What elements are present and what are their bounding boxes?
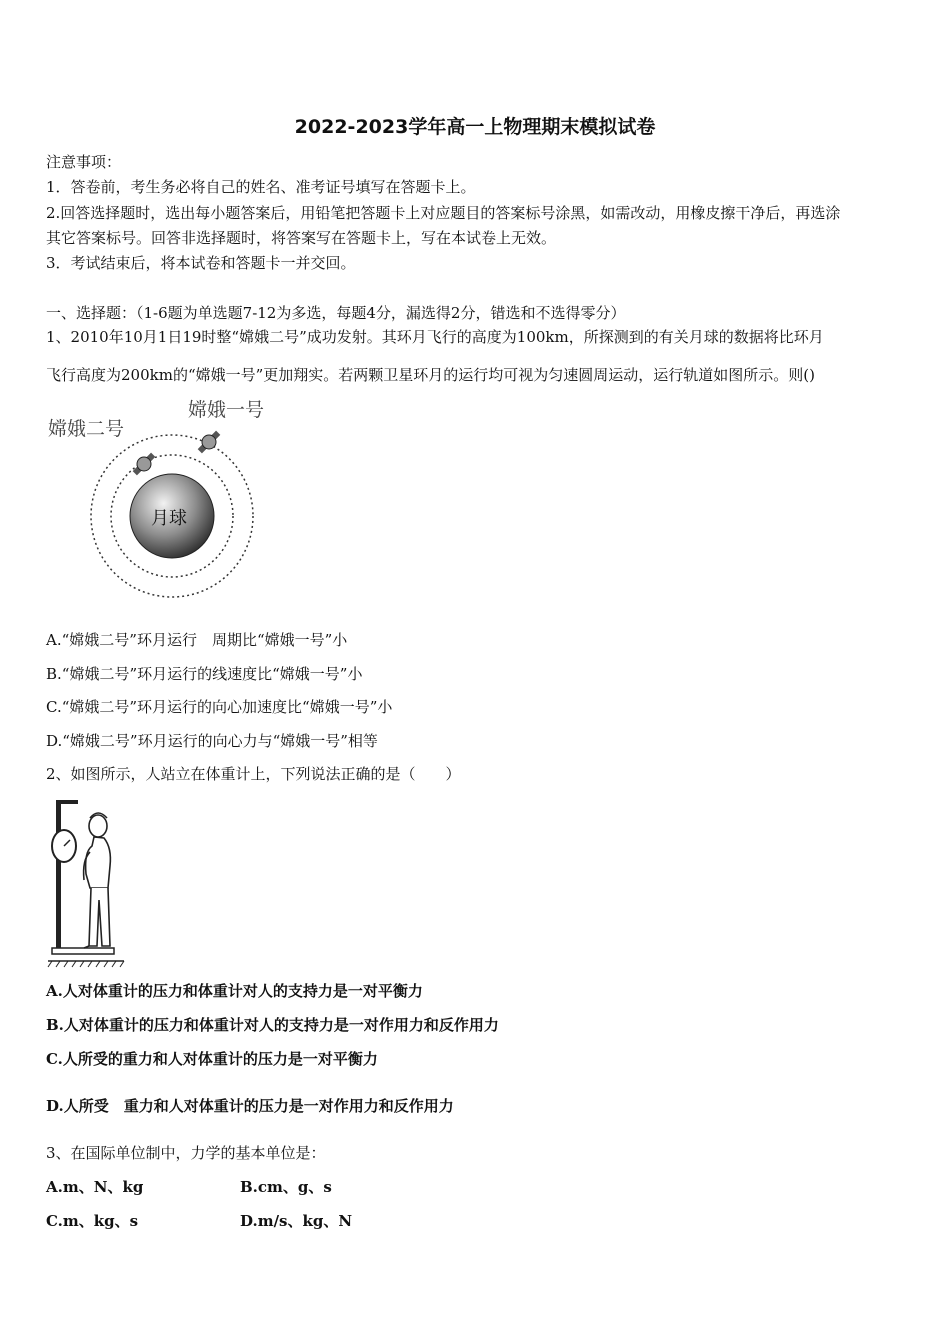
q3-option-c: C.m、kg、s [46, 1212, 139, 1230]
moon-label: 月球 [151, 508, 187, 529]
person-on-scale-figure [44, 796, 139, 968]
notice-item-2-cont: 其它答案标号。回答非选择题时，将答案写在答题卡上，写在本试卷上无效。 [46, 229, 557, 247]
page-title: 2022-2023学年高一上物理期末模拟试卷 [294, 116, 656, 138]
orbit-diagram [40, 392, 290, 607]
q1-option-a: A.“嫦娥二号”环月运行 周期比“嫦娥一号”小 [46, 631, 348, 649]
q1-stem-line1: 1、2010年10月1日19时整“嫦娥二号”成功发射。其环月飞行的高度为100km，所探测到的有关月球的数据将比环月 [46, 328, 824, 346]
label-chang-e-2: 嫦娥二号 [48, 418, 125, 440]
q2-option-a: A.人对体重计的压力和体重计对人的支持力是一对平衡力 [46, 982, 423, 1000]
label-chang-e-1: 嫦娥一号 [188, 399, 265, 421]
q3-option-d: D.m/s、kg、N [240, 1212, 353, 1230]
q2-option-b: B.人对体重计的压力和体重计对人的支持力是一对作用力和反作用力 [46, 1016, 499, 1034]
q1-option-c: C.“嫦娥二号”环月运行的向心加速度比“嫦娥一号”小 [46, 698, 393, 716]
q3-option-a: A.m、N、kg [46, 1178, 144, 1196]
notice-item-3: 3．考试结束后，将本试卷和答题卡一并交回。 [46, 254, 356, 272]
notice-item-1: 1．答卷前，考生务必将自己的姓名、准考证号填写在答题卡上。 [46, 178, 476, 196]
q3-stem: 3、在国际单位制中，力学的基本单位是： [46, 1144, 326, 1162]
section-heading: 一、选择题：（1-6题为单选题7-12为多选，每题4分，漏选得2分，错选和不选得零分） [46, 304, 626, 322]
q1-option-d: D.“嫦娥二号”环月运行的向心力与“嫦娥一号”相等 [46, 732, 378, 750]
q2-option-d: D.人所受 重力和人对体重计的压力是一对作用力和反作用力 [46, 1097, 454, 1115]
notice-heading: 注意事项： [46, 153, 122, 171]
satellite-chang-e-2-icon [130, 450, 158, 478]
satellite-chang-e-1-icon [195, 428, 223, 456]
q1-option-b: B.“嫦娥二号”环月运行的线速度比“嫦娥一号”小 [46, 665, 363, 683]
q3-option-b: B.cm、g、s [240, 1178, 332, 1196]
q1-stem-line2: 飞行高度为200km的“嫦娥一号”更加翔实。若两颗卫星环月的运行均可视为匀速圆周运动，运行轨道如图所示。则() [46, 366, 815, 384]
q2-option-c: C.人所受的重力和人对体重计的压力是一对平衡力 [46, 1050, 378, 1068]
notice-item-2: 2.回答选择题时，选出每小题答案后，用铅笔把答题卡上对应题目的答案标号涂黑，如需改动，用橡皮擦干净后，再选涂 [46, 204, 841, 222]
q2-stem: 2、如图所示，人站立在体重计上，下列说法正确的是（ ） [46, 765, 461, 783]
